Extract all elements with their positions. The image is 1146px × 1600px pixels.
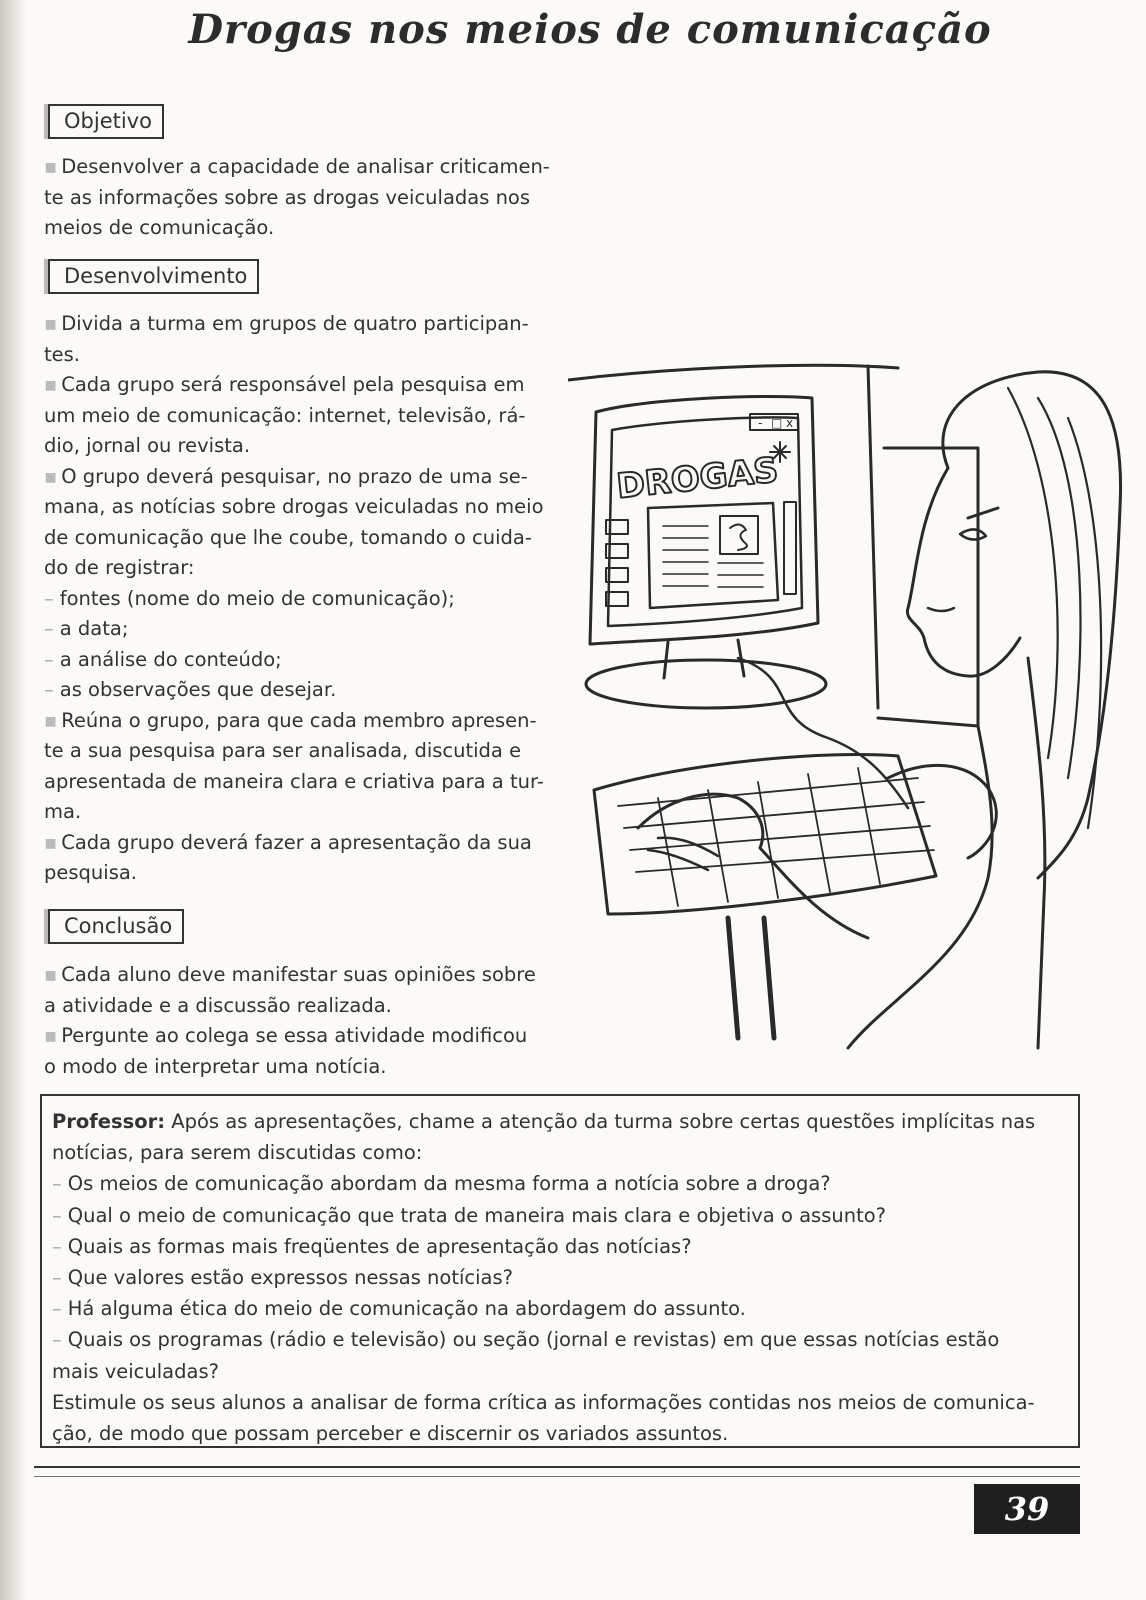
teacher-closing: Estimule os seus alunos a analisar de forma crítica as informações contidas nos meios de comunica- (52, 1390, 1035, 1414)
teacher-intro (52, 1106, 1066, 1137)
teacher-intro-text: Após as apresentações, chame a atenção da turma sobre certas questões implícitas nas (171, 1110, 1036, 1133)
window-button-minimize: - (758, 416, 763, 430)
eye (960, 529, 986, 539)
article-image-squiggle (730, 524, 747, 550)
desenv-line: mana, as notícias sobre drogas veiculadas no meio (44, 495, 544, 518)
objetivo-line: meios de comunicação. (44, 216, 275, 239)
teacher-question-cont: mais veiculadas? (52, 1359, 219, 1383)
keyboard-columns (658, 768, 880, 906)
screen-scrollbar (784, 502, 796, 594)
desenv-line: ▪ Cada grupo será responsável pela pesquisa em (44, 370, 562, 401)
desenv-line: ▪ Reúna o grupo, para que cada membro apresen- (44, 706, 562, 737)
conclusao-line: ▪ Pergunte ao colega se essa atividade modificou (44, 1021, 562, 1052)
desenv-line: – fontes (nome do meio de comunicação); (44, 584, 562, 615)
section-label-desenvolvimento: Desenvolvimento (48, 259, 259, 294)
footer-rule (34, 1466, 1080, 1468)
teacher-question: – Os meios de comunicação abordam da mesma forma a notícia sobre a droga? (52, 1168, 1066, 1199)
section-label-objetivo: Objetivo (48, 104, 164, 139)
desenv-line: tes. (44, 342, 81, 366)
chair-leg (728, 918, 774, 1038)
desenv-line: pesquisa. (44, 861, 137, 884)
desenv-line: ▪ Divida a turma em grupos de quatro participan- (44, 309, 562, 340)
objetivo-text (44, 152, 562, 244)
teacher-closing-cont: ção, de modo que possam perceber e discernir os variados assuntos. (52, 1422, 729, 1446)
desenv-line: – as observações que desejar. (44, 675, 562, 706)
footer-rule-thin (34, 1476, 1080, 1477)
teacher-question: – Qual o meio de comunicação que trata de maneira mais clara e objetiva o assunto? (52, 1200, 1066, 1231)
desenv-line: ▪ O grupo deverá pesquisar, no prazo de uma se- (44, 462, 562, 493)
eyebrow (968, 508, 998, 518)
conclusao-line: ▪ Cada aluno deve manifestar suas opiniões sobre (44, 960, 562, 991)
desenv-line: – a data; (44, 614, 562, 645)
window-button-maximize: □ (771, 416, 783, 430)
mouth (928, 608, 954, 611)
monitor-base (586, 660, 826, 708)
desenv-line: ma. (44, 800, 82, 823)
teacher-intro-2: notícias, para serem discutidas como: (52, 1141, 423, 1165)
objetivo-line: te as informações sobre as drogas veiculadas nos (44, 185, 531, 209)
teacher-question: – Há alguma ética do meio de comunicação na abordagem do assunto. (52, 1293, 1066, 1324)
desenv-line: apresentada de maneira clara e criativa para a tur- (44, 769, 544, 793)
section-label-conclusao: Conclusão (48, 909, 184, 944)
monitor-back-edge (868, 366, 878, 708)
teacher-lead: Professor: (52, 1110, 166, 1133)
shoulder-line (1028, 658, 1045, 1048)
teacher-question: – Quais as formas mais freqüentes de apresentação das notícias? (52, 1231, 1066, 1262)
page-title: Drogas nos meios de comunicação (188, 6, 992, 53)
page-number: 39 (974, 1484, 1080, 1534)
article-image (720, 516, 758, 554)
article-text-lines (663, 526, 763, 587)
desenv-line: de comunicação que lhe coube, tomando o cuida- (44, 525, 532, 549)
objetivo-line: ▪ Desenvolver a capacidade de analisar criticamen- (44, 152, 562, 183)
desenv-line: ▪ Cada grupo deverá fazer a apresentação da sua (44, 828, 562, 859)
screen-headline: DROGAS (614, 450, 781, 507)
wall-line (568, 365, 898, 380)
hair-strands (1008, 388, 1101, 828)
desenvolvimento-text (44, 309, 562, 889)
window-button-close: x (786, 416, 794, 430)
conclusao-line: a atividade e a discussão realizada. (44, 993, 392, 1017)
teacher-question: – Quais os programas (rádio e televisão) ou seção (jornal e revistas) em que essas notícias estão (52, 1324, 1066, 1355)
desenv-line: – a análise do conteúdo; (44, 645, 562, 676)
desenv-line: te a sua pesquisa para ser analisada, discutida e (44, 739, 522, 762)
page-gutter-shadow (0, 0, 26, 1600)
desenv-line: dio, jornal ou revista. (44, 434, 251, 457)
conclusao-text (44, 960, 562, 1082)
cubicle-panel (878, 448, 978, 726)
conclusao-line: o modo de interpretar uma notícia. (44, 1054, 387, 1078)
keyboard-rows (618, 778, 934, 872)
face-profile (907, 468, 1020, 676)
desenv-line: um meio de comunicação: internet, televisão, rá- (44, 403, 526, 427)
left-hand (638, 794, 868, 938)
girl-at-computer-illustration (568, 358, 1128, 1058)
teacher-question: – Que valores estão expressos nessas notícias? (52, 1262, 1066, 1293)
teacher-note-box (40, 1094, 1080, 1448)
desenv-line: do de registrar: (44, 556, 195, 579)
fingers (648, 838, 718, 870)
